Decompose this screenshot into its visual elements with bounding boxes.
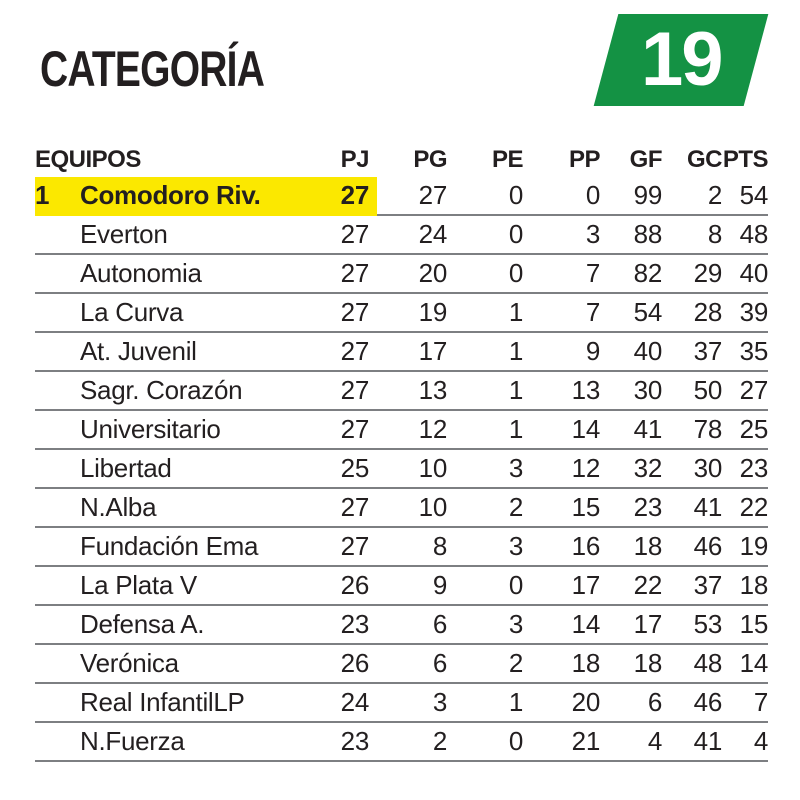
table-row [35,450,768,489]
stat-pg: 17 [418,336,447,366]
stat-pe: 2 [508,492,523,522]
col-header-pj: PJ [340,146,369,173]
stat-pg: 6 [432,609,447,639]
stat-pe: 3 [508,609,523,639]
stat-pg: 27 [418,180,447,210]
stat-pe: 2 [508,648,523,678]
table-row [35,255,768,294]
standings-table [35,138,768,762]
stat-pg: 10 [418,492,447,522]
team-name: Fundación Ema [80,531,259,561]
table-row [35,294,768,333]
stat-pp: 12 [571,453,600,483]
stat-gc: 41 [693,492,722,522]
stat-gc: 46 [693,531,722,561]
stat-pj: 27 [340,375,369,405]
category-badge [594,14,769,106]
team-rank [35,450,80,487]
stat-pj: 27 [340,258,369,288]
col-header-pp: PP [568,146,600,173]
team-name: Defensa A. [80,609,205,639]
table-row [35,177,768,216]
stat-pp: 9 [585,336,600,366]
team-name: Sagr. Corazón [80,375,243,405]
stat-pj: 27 [340,414,369,444]
table-row [35,723,768,762]
team-rank [35,528,80,565]
team-rank [35,216,80,253]
team-rank [35,723,80,760]
team-name: N.Alba [80,492,157,522]
stat-pj: 26 [340,648,369,678]
stat-pp: 14 [571,609,600,639]
stat-pts: 23 [739,453,768,483]
stat-gf: 23 [633,492,662,522]
stat-gc: 46 [693,687,722,717]
stat-pts: 4 [753,726,768,756]
table-row [35,333,768,372]
stat-pj: 23 [340,726,369,756]
team-rank [35,255,80,292]
stat-pts: 7 [753,687,768,717]
team-name: Universitario [80,414,221,444]
stat-pp: 0 [585,180,600,210]
team-name: At. Juvenil [80,336,197,366]
stat-pe: 1 [508,687,523,717]
stat-gf: 18 [633,648,662,678]
col-header-equipos: EQUIPOS [35,146,141,173]
stat-gf: 6 [647,687,662,717]
stat-pe: 0 [508,726,523,756]
stat-gc: 30 [693,453,722,483]
stat-pp: 20 [571,687,600,717]
stat-pg: 3 [432,687,447,717]
stat-pp: 3 [585,219,600,249]
stat-pj: 27 [297,177,377,214]
stat-gf: 18 [633,531,662,561]
stat-pts: 22 [739,492,768,522]
table-header-row [35,138,768,177]
col-header-gf: GF [629,146,662,173]
stat-gf: 88 [633,219,662,249]
team-rank [35,411,80,448]
stat-pj: 25 [340,453,369,483]
stat-pj: 27 [340,297,369,327]
stat-pts: 39 [739,297,768,327]
team-rank [35,333,80,370]
stat-pts: 14 [739,648,768,678]
stat-gc: 8 [707,219,722,249]
team-rank [35,372,80,409]
stat-pe: 0 [508,180,523,210]
stat-gc: 78 [693,414,722,444]
stat-pj: 27 [340,492,369,522]
stat-pp: 21 [571,726,600,756]
stat-gf: 40 [633,336,662,366]
page-title: CATEGORÍA [40,41,265,97]
stat-pp: 18 [571,648,600,678]
stat-pe: 1 [508,375,523,405]
table-row [35,372,768,411]
stat-pg: 19 [418,297,447,327]
stat-pe: 1 [508,336,523,366]
stat-pp: 17 [571,570,600,600]
stat-pg: 9 [432,570,447,600]
stat-pp: 13 [571,375,600,405]
stat-gf: 82 [633,258,662,288]
stat-gc: 50 [693,375,722,405]
team-name: Verónica [80,648,179,678]
stat-pp: 14 [571,414,600,444]
stat-pts: 25 [739,414,768,444]
stat-gf: 32 [633,453,662,483]
stat-gc: 29 [693,258,722,288]
team-name: La Curva [80,297,184,327]
stat-gc: 28 [693,297,722,327]
stat-pg: 10 [418,453,447,483]
stat-gf: 4 [647,726,662,756]
stat-pe: 1 [508,414,523,444]
team-rank [35,684,80,721]
col-header-gc: GC [687,146,722,173]
stat-gf: 17 [633,609,662,639]
team-name: Real InfantilLP [80,687,245,717]
stat-pj: 27 [340,336,369,366]
stat-pj: 27 [340,219,369,249]
table-row [35,216,768,255]
stat-pe: 0 [508,219,523,249]
stat-pts: 48 [739,219,768,249]
category-number: 19 [640,17,722,102]
team-rank [35,294,80,331]
stat-pj: 27 [340,531,369,561]
stat-pj: 26 [340,570,369,600]
stat-pts: 15 [739,609,768,639]
team-name: Autonomia [80,258,202,288]
stat-pts: 27 [739,375,768,405]
stat-gf: 99 [633,180,662,210]
stat-pe: 1 [508,297,523,327]
table-row [35,489,768,528]
table-row [35,684,768,723]
table-row [35,411,768,450]
team-name: Everton [80,219,168,249]
stat-pe: 0 [508,258,523,288]
col-header-pts: PTS [722,146,768,173]
stat-pj: 23 [340,609,369,639]
stat-pj: 24 [340,687,369,717]
stat-pts: 35 [739,336,768,366]
team-name: Comodoro Riv. [80,177,297,214]
stat-pg: 20 [418,258,447,288]
stat-gc: 2 [707,180,722,210]
team-rank: 1 [35,177,80,214]
stat-gc: 41 [693,726,722,756]
stat-pe: 3 [508,531,523,561]
stat-gf: 30 [633,375,662,405]
stat-pg: 6 [432,648,447,678]
team-rank [35,567,80,604]
stat-pts: 18 [739,570,768,600]
col-header-pe: PE [491,146,523,173]
stat-pg: 24 [418,219,447,249]
stat-gf: 41 [633,414,662,444]
stat-gf: 54 [633,297,662,327]
stat-pg: 8 [432,531,447,561]
table-row [35,528,768,567]
stat-gc: 53 [693,609,722,639]
team-name: Libertad [80,453,172,483]
stat-gf: 22 [633,570,662,600]
team-rank [35,489,80,526]
stat-gc: 48 [693,648,722,678]
team-name: N.Fuerza [80,726,185,756]
stat-pp: 16 [571,531,600,561]
team-name: La Plata V [80,570,197,600]
stat-pp: 15 [571,492,600,522]
col-header-pg: PG [413,146,447,173]
stat-pp: 7 [585,297,600,327]
team-rank [35,606,80,643]
stat-pp: 7 [585,258,600,288]
table-row [35,645,768,684]
stat-pg: 12 [418,414,447,444]
masthead [0,0,800,122]
table-row [35,606,768,645]
stat-pg: 2 [432,726,447,756]
stat-pe: 0 [508,570,523,600]
stat-gc: 37 [693,336,722,366]
team-rank [35,645,80,682]
stat-pe: 3 [508,453,523,483]
stat-pts: 40 [739,258,768,288]
stat-pts: 54 [739,180,768,210]
table-row [35,567,768,606]
table-body [35,177,768,762]
stat-pts: 19 [739,531,768,561]
stat-pg: 13 [418,375,447,405]
stat-gc: 37 [693,570,722,600]
